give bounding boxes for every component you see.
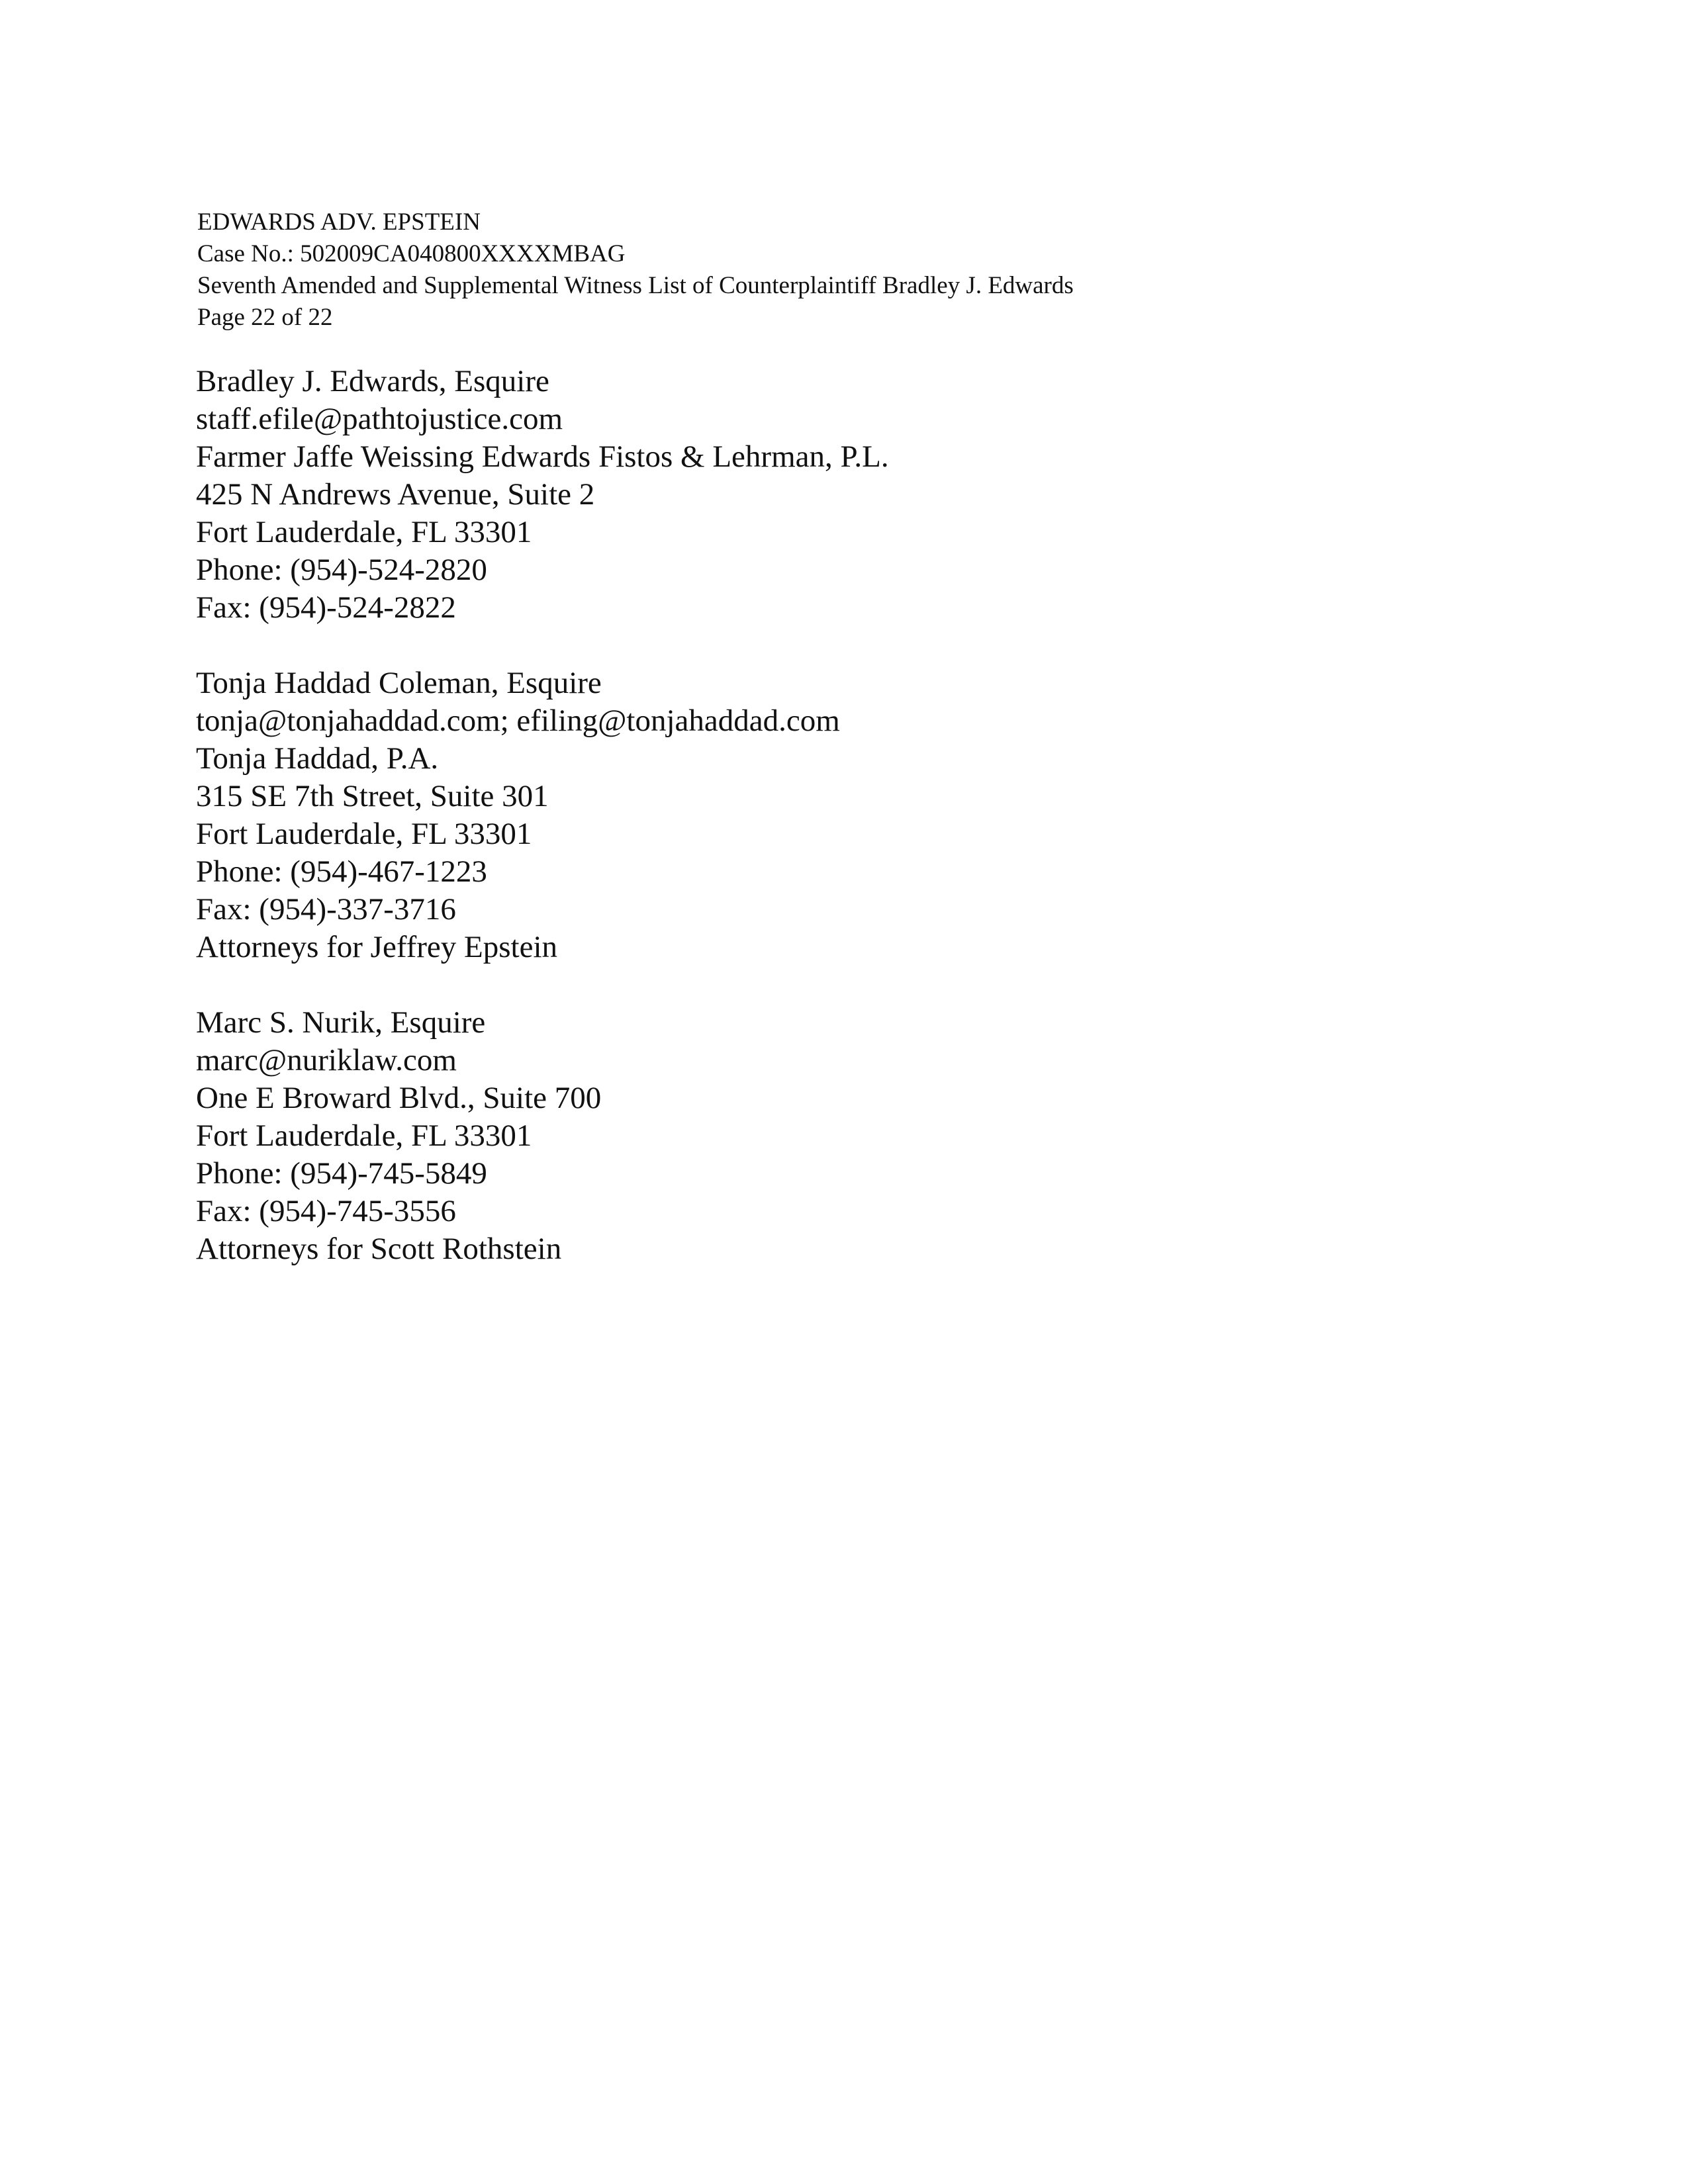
document-title: Seventh Amended and Supplemental Witness List of Counterplaintiff Bradley J. Edwards (197, 272, 1074, 299)
contact-email: staff.efile@pathtojustice.com (196, 402, 563, 436)
contact-block (196, 1004, 1520, 1268)
contact-phone: Phone: (954)-745-5849 (196, 1156, 487, 1191)
contact-name: Bradley J. Edwards, Esquire (196, 364, 549, 398)
contact-fax: Fax: (954)-337-3716 (196, 892, 456, 927)
contact-firm: Tonja Haddad, P.A. (196, 741, 439, 776)
contact-fax: Fax: (954)-524-2822 (196, 590, 456, 625)
contact-email: tonja@tonjahaddad.com; efiling@tonjahaddad.com (196, 704, 840, 738)
contact-name: Tonja Haddad Coleman, Esquire (196, 666, 602, 700)
contact-email: marc@nuriklaw.com (196, 1043, 457, 1077)
contact-firm: Farmer Jaffe Weissing Edwards Fistos & Lehrman, P.L. (196, 439, 889, 474)
contact-city: Fort Lauderdale, FL 33301 (196, 817, 532, 851)
contact-street: 315 SE 7th Street, Suite 301 (196, 779, 549, 813)
service-list (196, 363, 1520, 1268)
contact-block (196, 664, 1520, 966)
contact-street: One E Broward Blvd., Suite 700 (196, 1081, 602, 1115)
contact-name: Marc S. Nurik, Esquire (196, 1005, 486, 1040)
contact-role: Attorneys for Jeffrey Epstein (196, 930, 558, 964)
contact-block (196, 363, 1520, 627)
contact-role: Attorneys for Scott Rothstein (196, 1232, 562, 1266)
contact-phone: Phone: (954)-524-2820 (196, 553, 487, 587)
contact-street: 425 N Andrews Avenue, Suite 2 (196, 477, 595, 512)
contact-fax: Fax: (954)-745-3556 (196, 1194, 456, 1228)
contact-city: Fort Lauderdale, FL 33301 (196, 1118, 532, 1153)
contact-city: Fort Lauderdale, FL 33301 (196, 515, 532, 549)
page-indicator: Page 22 of 22 (197, 304, 333, 331)
contact-phone: Phone: (954)-467-1223 (196, 854, 487, 889)
page-header (197, 206, 1521, 334)
case-number: Case No.: 502009CA040800XXXXMBAG (197, 240, 626, 267)
case-title: EDWARDS ADV. EPSTEIN (197, 208, 481, 236)
